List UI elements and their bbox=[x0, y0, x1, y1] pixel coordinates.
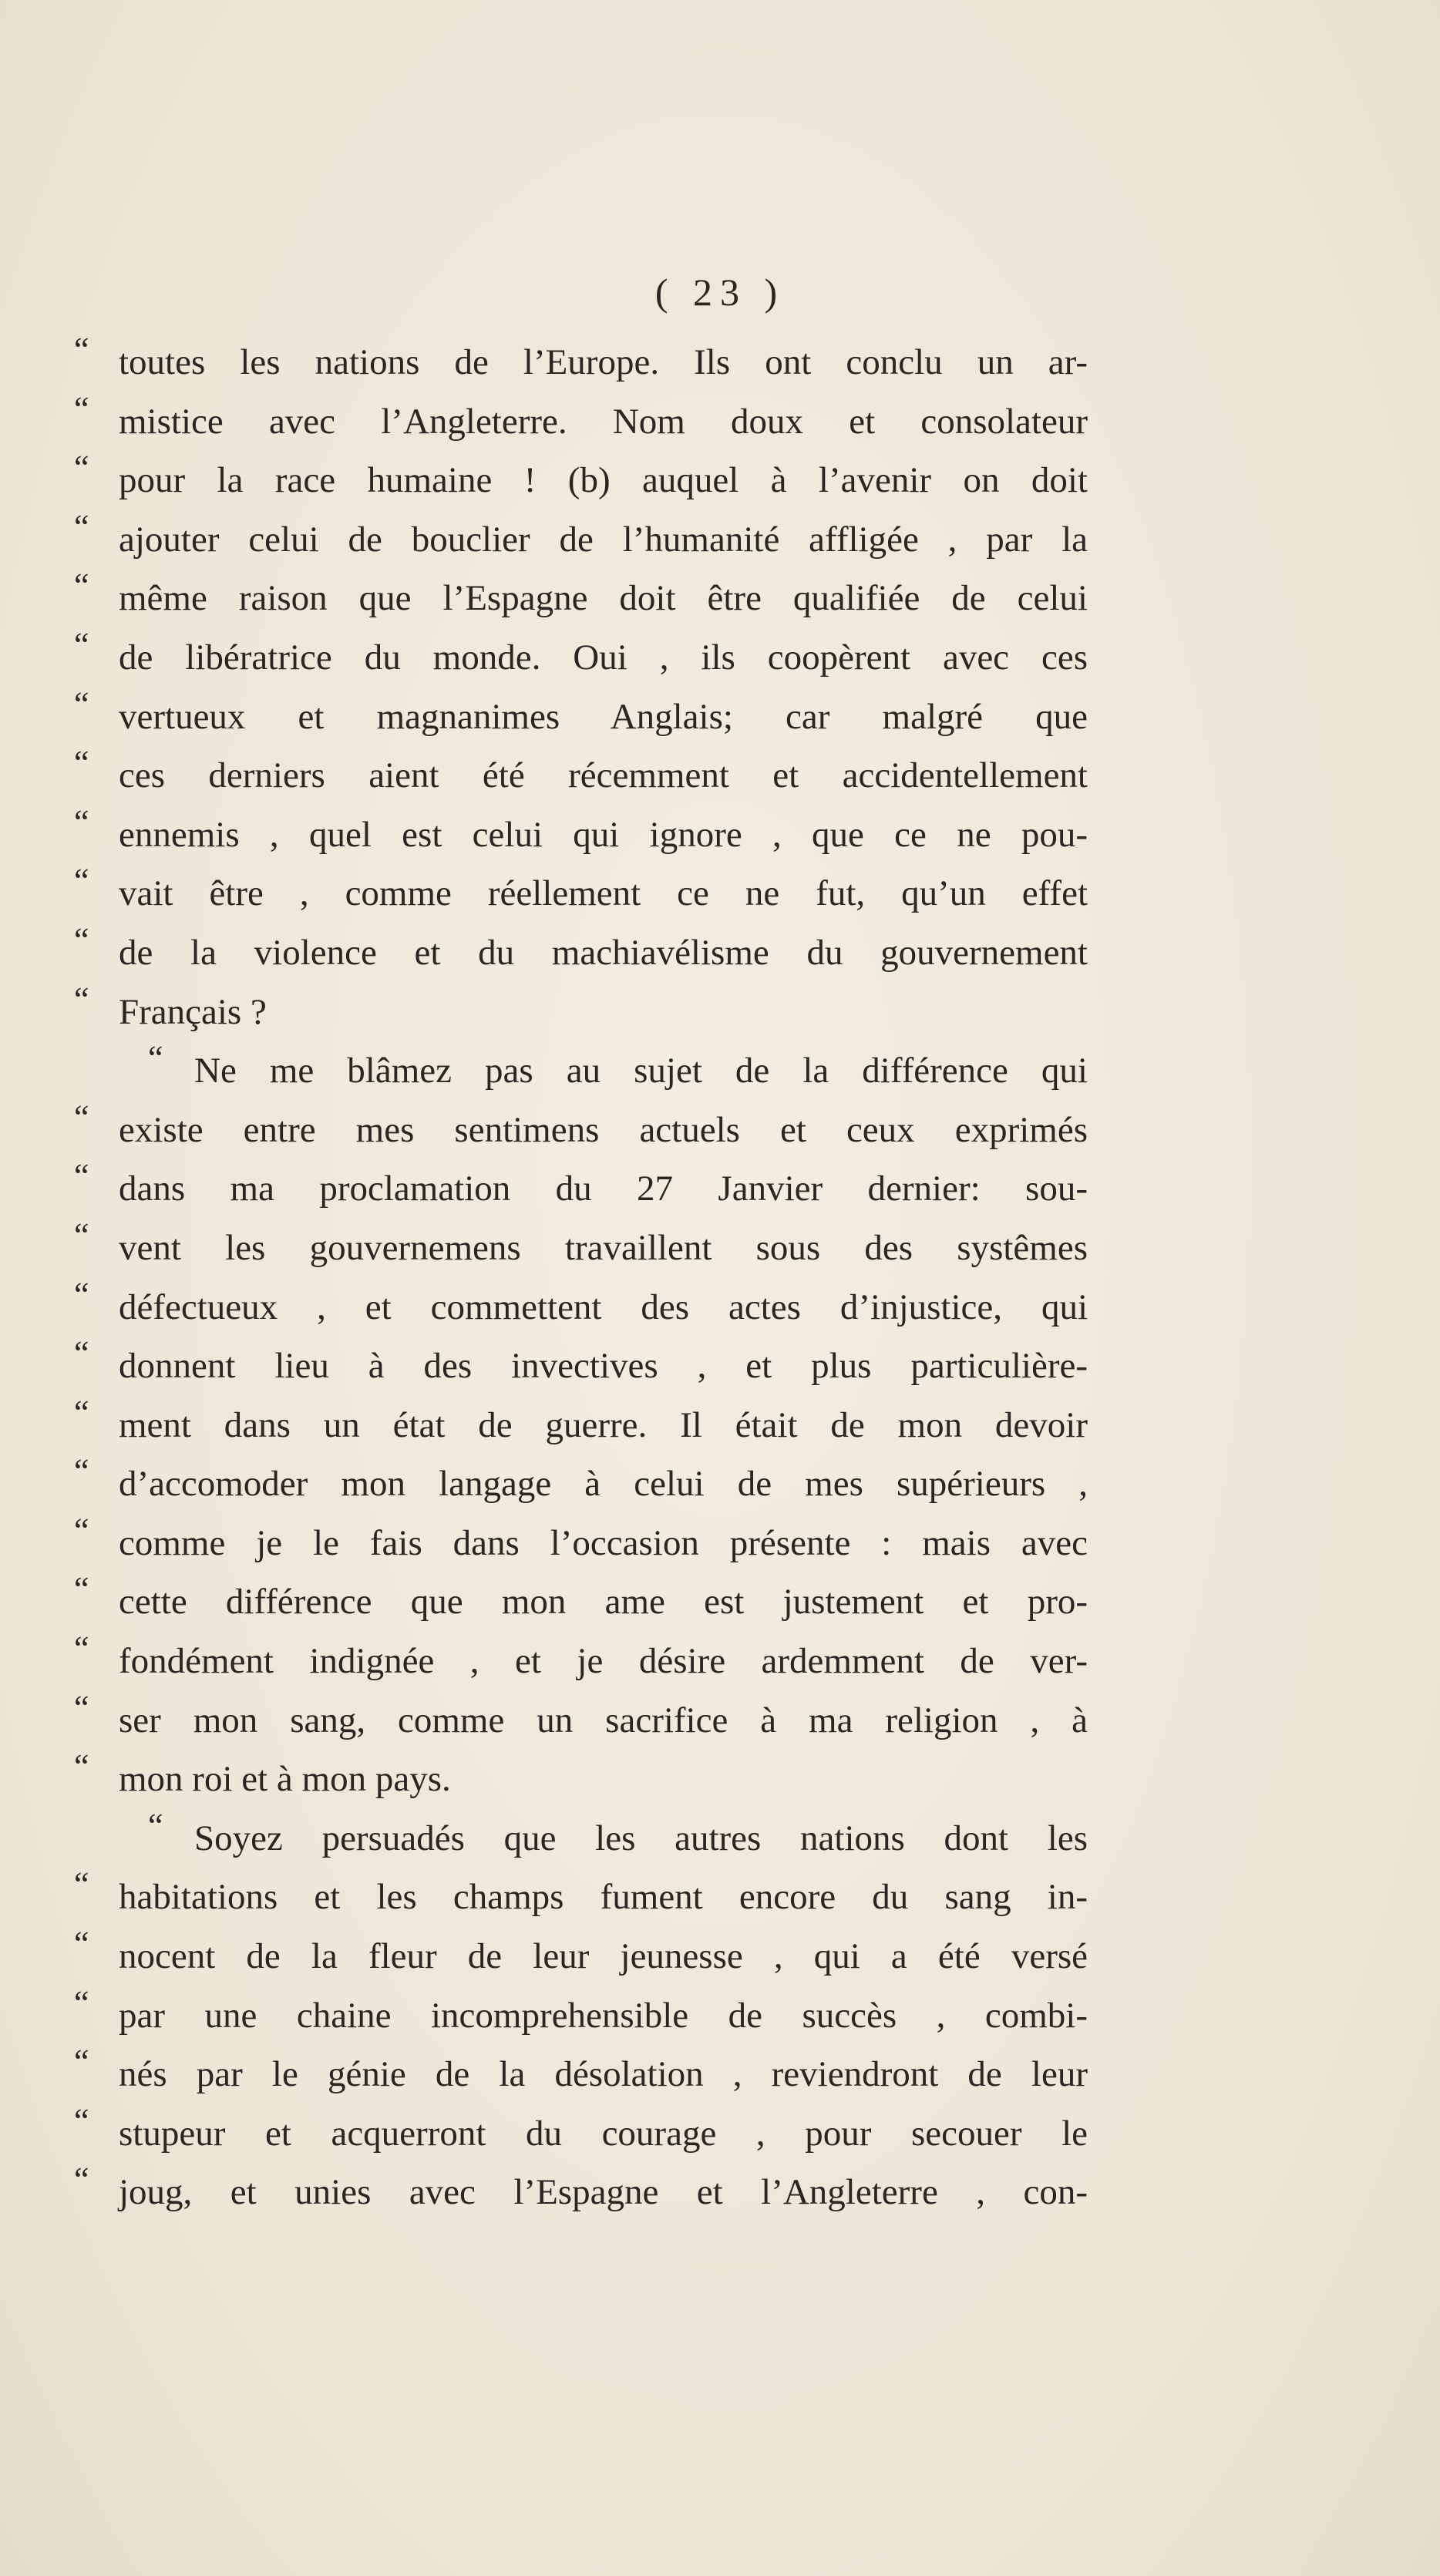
text-line bbox=[74, 1865, 1088, 1924]
quote-mark: “ bbox=[74, 2101, 89, 2140]
text-line bbox=[74, 743, 1088, 802]
text-line bbox=[74, 802, 1088, 862]
text-line bbox=[74, 330, 1088, 389]
quote-mark: “ bbox=[74, 449, 89, 487]
quote-mark: “ bbox=[74, 331, 89, 368]
line-text: pour la race humaine ! (b) auquel à l’avenir on doit bbox=[119, 460, 1088, 501]
line-text: Ne me blâmez pas au sujet de la différence qui bbox=[194, 1051, 1088, 1091]
quote-mark: “ bbox=[74, 1393, 89, 1431]
quote-mark: “ bbox=[74, 1629, 89, 1668]
line-text: donnent lieu à des invectives , et plus particulière- bbox=[119, 1346, 1088, 1387]
text-line bbox=[74, 684, 1088, 744]
line-text: fondément indignée , et je désire ardemment de ver- bbox=[119, 1641, 1088, 1682]
quote-mark: “ bbox=[74, 920, 89, 959]
quote-mark: “ bbox=[74, 1216, 89, 1254]
quote-mark: “ bbox=[74, 1511, 89, 1549]
line-text: dans ma proclamation du 27 Janvier dernier: sou- bbox=[119, 1169, 1088, 1209]
line-text: défectueux , et commettent des actes d’injustice, qui bbox=[119, 1286, 1088, 1327]
quote-mark: “ bbox=[74, 2043, 89, 2081]
line-text: nés par le génie de la désolation , reviendront de leur bbox=[119, 2054, 1088, 2095]
quote-mark: “ bbox=[74, 980, 89, 1018]
line-text: de la violence et du machiavélisme du gouvernement bbox=[119, 932, 1088, 973]
page-number: ( 23 ) bbox=[654, 271, 786, 314]
line-text: toutes les nations de l’Europe. Ils ont conclu un ar- bbox=[119, 342, 1088, 382]
quote-mark: “ bbox=[74, 507, 89, 546]
quote-mark: “ bbox=[74, 1452, 89, 1491]
quote-mark: “ bbox=[74, 1925, 89, 1963]
quote-mark: “ bbox=[74, 1275, 89, 1313]
line-text: cette différence que mon ame est justement et pro- bbox=[119, 1582, 1088, 1623]
line-text: existe entre mes sentimens actuels et ceux exprimés bbox=[119, 1109, 1088, 1150]
quote-mark: “ bbox=[74, 1865, 89, 1904]
text-line bbox=[74, 1393, 1088, 1452]
quote-mark: “ bbox=[74, 802, 89, 841]
text-line bbox=[74, 1511, 1088, 1570]
line-text: ennemis , quel est celui qui ignore , que ce ne pou- bbox=[119, 814, 1088, 855]
text-line bbox=[74, 448, 1088, 507]
line-text: vent les gouvernemens travaillent sous des systêmes bbox=[119, 1227, 1088, 1268]
text-line bbox=[74, 2101, 1088, 2161]
text-line bbox=[74, 980, 1088, 1039]
line-text: même raison que l’Espagne doit être qualifiée de celui bbox=[119, 578, 1088, 619]
line-text: mistice avec l’Angleterre. Nom doux et consolateur bbox=[119, 401, 1088, 442]
text-line bbox=[74, 1038, 1088, 1098]
text-line bbox=[74, 1156, 1088, 1216]
line-text: comme je le fais dans l’occasion présente : mais avec bbox=[119, 1522, 1088, 1563]
quote-mark: “ bbox=[74, 1570, 89, 1609]
quote-mark: “ bbox=[74, 1747, 89, 1786]
text-line bbox=[74, 2042, 1088, 2101]
quote-mark: “ bbox=[148, 1806, 163, 1845]
line-text: vertueux et magnanimes Anglais; car malgré que bbox=[119, 696, 1088, 737]
quote-mark: “ bbox=[74, 1334, 89, 1373]
line-text: mon roi et à mon pays. bbox=[119, 1759, 451, 1800]
line-text: nocent de la fleur de leur jeunesse , qui a été versé bbox=[119, 1936, 1088, 1977]
quote-mark: “ bbox=[74, 2161, 89, 2199]
text-line bbox=[74, 1275, 1088, 1334]
line-text: vait être , comme réellement ce ne fut, qu’un effet bbox=[119, 873, 1088, 914]
text-line bbox=[74, 1983, 1088, 2043]
text-line bbox=[74, 1451, 1088, 1511]
text-line bbox=[74, 1569, 1088, 1629]
text-line bbox=[74, 1333, 1088, 1393]
text-line bbox=[74, 1629, 1088, 1688]
text-line bbox=[74, 389, 1088, 449]
text-block bbox=[74, 330, 1088, 2219]
quote-mark: “ bbox=[74, 744, 89, 782]
line-text: Français ? bbox=[119, 991, 267, 1032]
quote-mark: “ bbox=[74, 567, 89, 605]
line-text: Soyez persuadés que les autres nations dont les bbox=[194, 1818, 1088, 1858]
text-line bbox=[74, 861, 1088, 920]
line-text: de libératrice du monde. Oui , ils coopèrent avec ces bbox=[119, 637, 1088, 678]
text-line bbox=[74, 1747, 1088, 1806]
line-text: ser mon sang, comme un sacrifice à ma religion , à bbox=[119, 1700, 1088, 1740]
text-line bbox=[74, 2160, 1088, 2219]
line-text: stupeur et acquerront du courage , pour secouer le bbox=[119, 2113, 1088, 2154]
text-line bbox=[74, 1688, 1088, 1747]
quote-mark: “ bbox=[74, 1157, 89, 1196]
quote-mark: “ bbox=[148, 1039, 163, 1078]
text-line bbox=[74, 1806, 1088, 1865]
text-line bbox=[74, 920, 1088, 980]
text-line bbox=[74, 1216, 1088, 1275]
text-line bbox=[74, 507, 1088, 567]
quote-mark: “ bbox=[74, 1983, 89, 2022]
quote-mark: “ bbox=[74, 684, 89, 723]
line-text: habitations et les champs fument encore du sang in- bbox=[119, 1877, 1088, 1918]
text-line bbox=[74, 566, 1088, 625]
quote-mark: “ bbox=[74, 1098, 89, 1136]
quote-mark: “ bbox=[74, 625, 89, 664]
line-text: ajouter celui de bouclier de l’humanité affligée , par la bbox=[119, 519, 1088, 560]
line-text: ment dans un état de guerre. Il était de mon devoir bbox=[119, 1404, 1088, 1445]
line-text: d’accomoder mon langage à celui de mes supérieurs , bbox=[119, 1464, 1088, 1505]
quote-mark: “ bbox=[74, 862, 89, 900]
quote-mark: “ bbox=[74, 1688, 89, 1727]
text-line bbox=[74, 1098, 1088, 1157]
line-text: ces derniers aient été récemment et accidentellement bbox=[119, 755, 1088, 796]
line-text: par une chaine incomprehensible de succès , combi- bbox=[119, 1995, 1088, 2036]
text-line bbox=[74, 1924, 1088, 1983]
quote-mark: “ bbox=[74, 389, 89, 428]
text-line bbox=[74, 625, 1088, 684]
line-text: joug, et unies avec l’Espagne et l’Angleterre , con- bbox=[119, 2172, 1088, 2213]
